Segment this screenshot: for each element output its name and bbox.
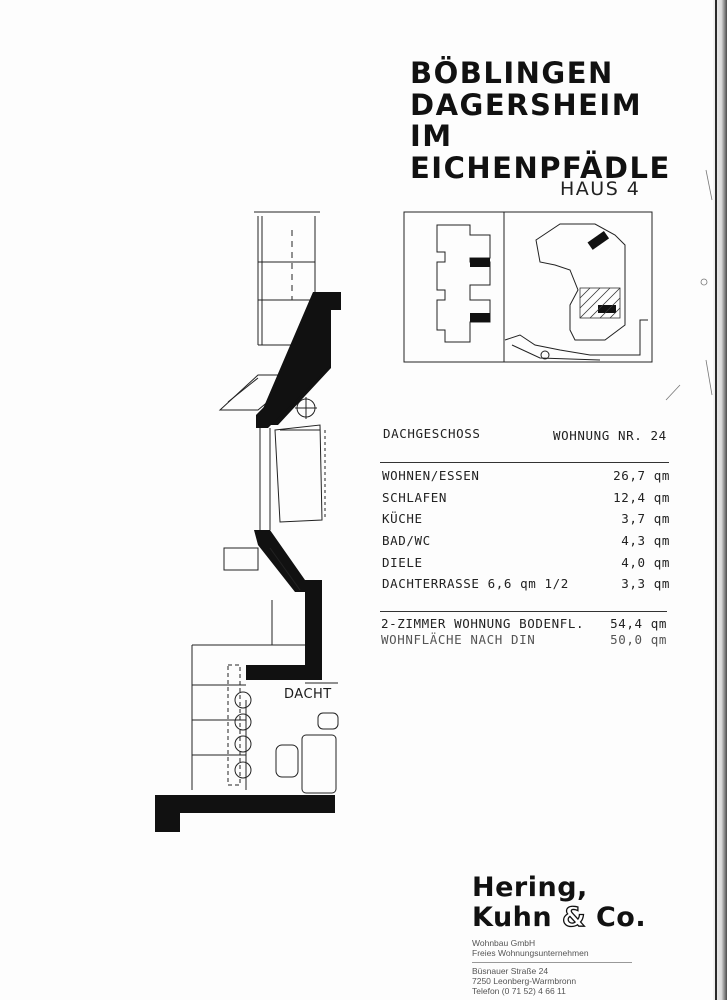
room-row <box>382 487 670 509</box>
room-row <box>382 530 670 552</box>
room-row <box>382 465 670 487</box>
plan-wall-lower <box>246 530 322 680</box>
address-divider <box>472 962 632 963</box>
table-total-rule <box>380 611 667 612</box>
scan-marks <box>666 170 712 400</box>
house-number: HAUS 4 <box>560 178 641 200</box>
plan-label-terrace: DACHT <box>284 687 332 702</box>
logo-name-kuhn: Kuhn <box>472 902 563 933</box>
title-line-im: IM <box>410 119 453 153</box>
site-hatched-unit <box>580 288 620 318</box>
title-line-street: EICHENPFÄDLE <box>410 150 671 185</box>
logo-name-co: Co. <box>586 902 647 933</box>
living-area-value: 50,0 qm <box>610 631 667 647</box>
room-row <box>382 508 670 530</box>
room-area-table <box>382 465 670 595</box>
room-name: WOHNEN/ESSEN <box>382 468 480 484</box>
table-top-rule <box>380 462 669 463</box>
title-line-district: DAGERSHEIM <box>410 87 643 122</box>
room-name: SCHLAFEN <box>382 489 448 505</box>
area-totals <box>381 615 667 647</box>
plan-wall-bottom <box>155 795 335 832</box>
company-logo <box>472 873 646 933</box>
room-area: 3,7 qm <box>621 511 670 527</box>
company-description: Freies Wohnungsunternehmen <box>472 948 589 958</box>
room-area: 4,3 qm <box>621 533 670 549</box>
total-floor-label: 2-ZIMMER WOHNUNG BODENFL. <box>381 615 585 631</box>
living-area-label: WOHNFLÄCHE NACH DIN <box>381 631 536 647</box>
logo-line-2 <box>472 903 646 933</box>
address-street: Büsnauer Straße 24 <box>472 966 549 976</box>
living-area-row <box>381 631 667 647</box>
room-row <box>382 551 670 573</box>
apartment-number: WOHNUNG NR. 24 <box>553 428 667 443</box>
address-phone: Telefon (0 71 52) 4 66 11 <box>472 986 566 996</box>
logo-line-1: Hering, <box>472 872 588 903</box>
room-row <box>382 573 670 595</box>
room-name: DIELE <box>382 554 423 570</box>
company-type: Wohnbau GmbH <box>472 938 536 948</box>
room-area: 4,0 qm <box>621 554 670 570</box>
room-name: BAD/WC <box>382 533 431 549</box>
site-path <box>505 320 648 355</box>
address-city: 7250 Leonberg-Warmbronn <box>472 976 577 986</box>
site-plan <box>404 212 652 362</box>
floor-plan <box>155 212 341 832</box>
room-name: KÜCHE <box>382 511 423 527</box>
site-building-left <box>437 225 490 342</box>
room-area: 26,7 qm <box>613 468 670 484</box>
total-floor-row <box>381 615 667 631</box>
site-building-right <box>536 224 625 340</box>
logo-ampersand: & <box>562 902 587 933</box>
title-line-city: BÖBLINGEN <box>410 56 614 90</box>
room-area: 3,3 qm <box>621 576 670 592</box>
company-tagline <box>472 938 589 958</box>
company-address <box>472 966 576 996</box>
room-area: 12,4 qm <box>613 489 670 505</box>
floor-label: DACHGESCHOSS <box>383 426 481 441</box>
room-name: DACHTERRASSE 6,6 qm 1/2 <box>382 576 569 592</box>
total-floor-area: 54,4 qm <box>610 615 667 631</box>
